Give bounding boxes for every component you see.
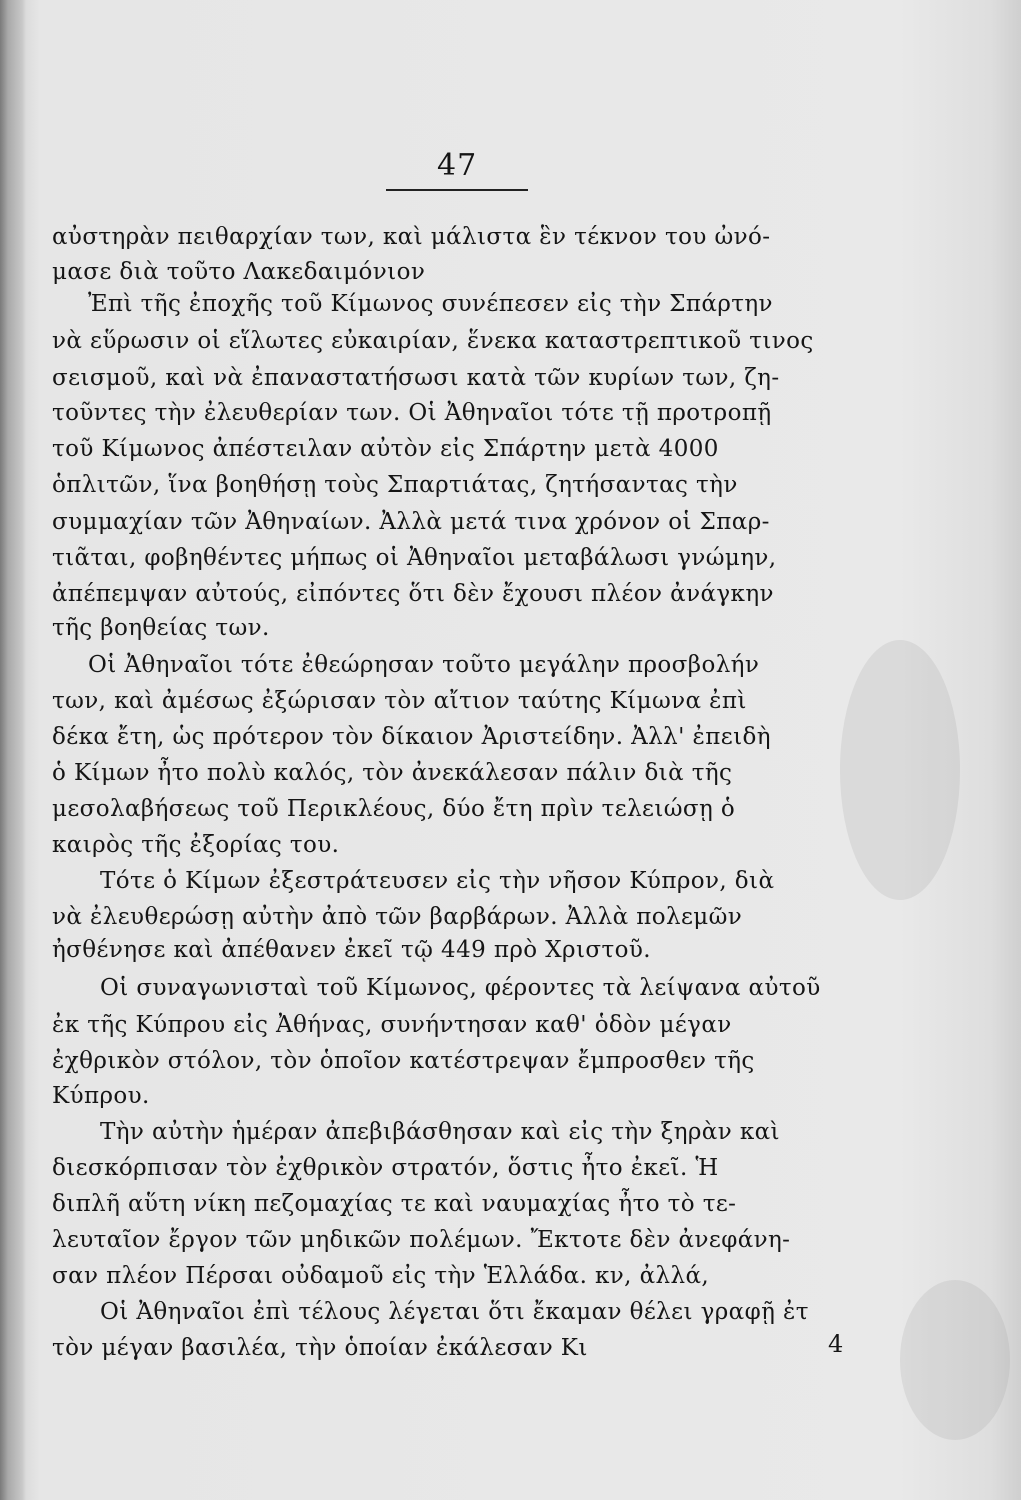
page-number: 47 [437,148,478,183]
text-line: τιᾶται, φοβηθέντες μήπως οἱ Ἀθηναῖοι μεταβάλωσι γνώμην, [52,545,777,571]
text-line: διπλῆ αὕτη νίκη πεζομαχίας τε καὶ ναυμαχίας ἦτο τὸ τε- [52,1191,737,1217]
text-line: ἠσθένησε καὶ ἀπέθανεν ἐκεῖ τῷ 449 πρὸ Χριστοῦ. [52,937,651,963]
text-line: τοῦ Κίμωνος ἀπέστειλαν αὐτὸν εἰς Σπάρτην μετὰ 4000 [52,436,719,462]
text-line: συμμαχίαν τῶν Ἀθηναίων. Ἀλλὰ μετά τινα χρόνον οἱ Σπαρ- [52,509,770,535]
text-line: διεσκόρπισαν τὸν ἐχθρικὸν στρατόν, ὅστις ἦτο ἐκεῖ. Ἡ [52,1155,719,1181]
text-line: των, καὶ ἀμέσως ἐξώρισαν τὸν αἴτιον ταύτης Κίμωνα ἐπὶ [52,688,747,714]
text-line: μασε διὰ τοῦτο Λακεδαιμόνιον [52,259,426,285]
text-line: Τότε ὁ Κίμων ἐξεστράτευσεν εἰς τὴν νῆσον Κύπρον, διὰ [100,868,775,894]
text-line: αὐστηρὰν πειθαρχίαν των, καὶ μάλιστα ἓν τέκνον του ὠνό- [52,224,771,250]
signature-mark: 4 [828,1330,844,1358]
text-line: νὰ ἐλευθερώσῃ αὐτὴν ἀπὸ τῶν βαρβάρων. Ἀλλὰ πολεμῶν [52,904,743,930]
text-line: δέκα ἔτη, ὡς πρότερον τὸν δίκαιον Ἀριστείδην. Ἀλλ' ἐπειδὴ [52,724,771,750]
text-line: Τὴν αὐτὴν ἡμέραν ἀπεβιβάσθησαν καὶ εἰς τὴν ξηρὰν καὶ [100,1119,780,1145]
text-line: ὁπλιτῶν, ἵνα βοηθήσῃ τοὺς Σπαρτιάτας, ζητήσαντας τὴν [52,472,738,498]
text-line: Κύπρου. [52,1083,150,1109]
text-line: μεσολαβήσεως τοῦ Περικλέους, δύο ἔτη πρὶν τελειώσῃ ὁ [52,796,736,822]
text-line: σαν πλέον Πέρσαι οὐδαμοῦ εἰς τὴν Ἑλλάδα. κν, ἀλλά, [52,1263,710,1289]
text-line: ἐχθρικὸν στόλον, τὸν ὁποῖον κατέστρεψαν ἔμπροσθεν τῆς [52,1048,755,1074]
text-line: σεισμοῦ, καὶ νὰ ἐπαναστατήσωσι κατὰ τῶν κυρίων των, ζη- [52,365,780,391]
text-line: ἀπέπεμψαν αὐτούς, εἰπόντες ὅτι δὲν ἔχουσι πλέον ἀνάγκην [52,581,774,607]
text-line: ἐκ τῆς Κύπρου εἰς Ἀθήνας, συνήντησαν καθ' ὁδὸν μέγαν [52,1012,732,1038]
text-line: Ἐπὶ τῆς ἐποχῆς τοῦ Κίμωνος συνέπεσεν εἰς τὴν Σπάρτην [88,291,773,317]
text-line: ὁ Κίμων ἦτο πολὺ καλός, τὸν ἀνεκάλεσαν πάλιν διὰ τῆς [52,760,733,786]
text-line: λευταῖον ἔργον τῶν μηδικῶν πολέμων. Ἔκτοτε δὲν ἀνεφάνη- [52,1227,791,1253]
text-line: Οἱ Ἀθηναῖοι ἐπὶ τέλους λέγεται ὅτι ἔκαμαν θέλει γραφῇ ἐτ [100,1299,809,1325]
text-line: τοῦντες τὴν ἐλευθερίαν των. Οἱ Ἀθηναῖοι τότε τῇ προτροπῇ [52,400,772,426]
text-line: καιρὸς τῆς ἐξορίας του. [52,832,340,858]
text-line: τὸν μέγαν βασιλέα, τὴν ὁποίαν ἐκάλεσαν Κι [52,1335,588,1361]
text-line: τῆς βοηθείας των. [52,615,270,641]
text-line: νὰ εὕρωσιν οἱ εἵλωτες εὐκαιρίαν, ἕνεκα καταστρεπτικοῦ τινος [52,328,814,354]
text-line: Οἱ συναγωνισταὶ τοῦ Κίμωνος, φέροντες τὰ λείψανα αὐτοῦ [100,975,821,1001]
text-line: Οἱ Ἀθηναῖοι τότε ἐθεώρησαν τοῦτο μεγάλην προσβολήν [88,652,760,678]
